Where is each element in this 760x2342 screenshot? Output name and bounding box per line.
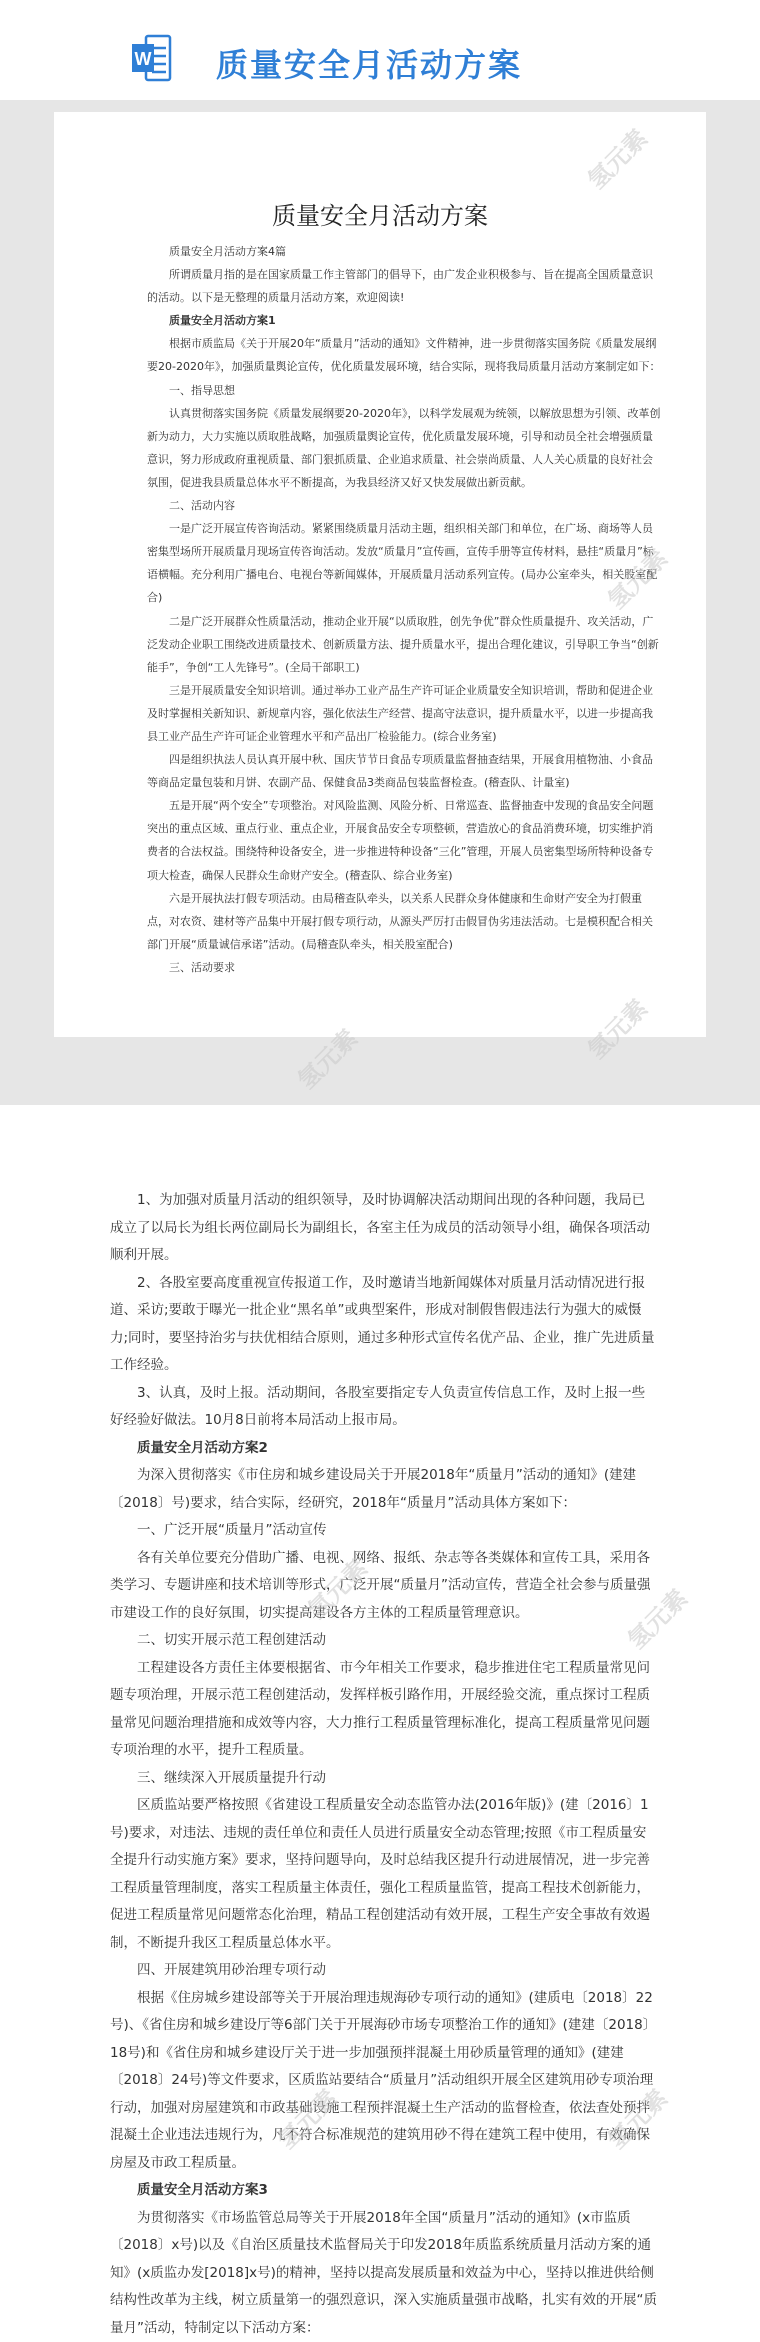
paragraph: 一、广泛开展“质量月”活动宣传 xyxy=(110,1517,658,1545)
document-page-1 xyxy=(54,112,706,1037)
paragraph: 一、指导思想 xyxy=(147,379,662,402)
watermark: 氢元素 xyxy=(298,1550,374,1626)
header-banner xyxy=(0,0,760,110)
paragraph: 2、各股室要高度重视宣传报道工作，及时邀请当地新闻媒体对质量月活动情况进行报道、采访;要敢于曝光一批企业“黑名单”或典型案件，形成对制假售假违法行为强大的威慑力;同时，要坚持治劣与扶优相结合原则，通过多种形式宣传名优产品、企业，推广先进质量工作经验。 xyxy=(110,1270,658,1380)
paragraph: 根据《住房城乡建设部等关于开展治理违规海砂专项行动的通知》(建质电〔2018〕22号)、《省住房和城乡建设厅等6部门关于开展海砂市场专项整治工作的通知》(建建〔2018〕18号)和《省住房和城乡建设厅关于进一步加强预拌混凝土用砂质量管理的通知》(建建〔2018〕24号)等文件要求，区质监站要结合“质量月”活动组织开展全区建筑用砂专项治理行动，加强对房屋建筑和市政基础设施工程预拌混凝土生产活动的监督检查，依法查处预拌混凝土企业违法违规行为，凡不符合标准规范的建筑用砂不得在建筑工程中使用，有效确保房屋及市政工程质量。 xyxy=(110,1985,658,2178)
paragraph: 为贯彻落实《市场监管总局等关于开展2018年全国“质量月”活动的通知》(x市监质〔2018〕x号)以及《自治区质量技术监督局关于印发2018年质监系统质量月活动方案的通知》(x质监办发[2018]x号)的精神，坚持以提高发展质量和效益为中心，坚持以推进供给侧结构性改革为主线，树立质量第一的强烈意识，深入实施质量强市战略，扎实有效的开展“质量月”活动，特制定以下活动方案： xyxy=(110,2205,658,2342)
paragraph: 五是开展“两个安全”专项整治。对风险监测、风险分析、日常巡查、监督抽查中发现的食品安全问题突出的重点区域、重点行业、重点企业，开展食品安全专项整顿，营造放心的食品消费环境，切实维护消费者的合法权益。围绕特种设备安全，进一步推进特种设备“三化”管理，开展人员密集型场所特种设备专项大检查，确保人民群众生命财产安全。(稽查队、综合业务室) xyxy=(147,794,662,886)
paragraph: 工程建设各方责任主体要根据省、市今年相关工作要求，稳步推进住宅工程质量常见问题专项治理，开展示范工程创建活动，发挥样板引路作用，开展经验交流，重点探讨工程质量常见问题治理措施和成效等内容，大力推行工程质量管理标准化，提高工程质量常见问题专项治理的水平，提升工程质量。 xyxy=(110,1655,658,1765)
paragraph: 三是开展质量安全知识培训。通过举办工业产品生产许可证企业质量安全知识培训，帮助和促进企业及时掌握相关新知识、新规章内容，强化依法生产经营、提高守法意识，提升质量水平，以进一步提高我县工业产品生产许可证企业管理水平和产品出厂检验能力。(综合业务室) xyxy=(147,679,662,748)
paragraph: 1、为加强对质量月活动的组织领导，及时协调解决活动期间出现的各种问题，我局已成立了以局长为组长两位副局长为副组长，各室主任为成员的活动领导小组，确保各项活动顺利开展。 xyxy=(110,1187,658,1270)
word-doc-icon xyxy=(132,34,172,82)
section-heading: 质量安全月活动方案2 xyxy=(110,1435,658,1463)
document-page-2 xyxy=(0,1105,760,2178)
banner-title: 质量安全月活动方案 xyxy=(216,40,522,86)
paragraph: 所谓质量月指的是在国家质量工作主管部门的倡导下，由广发企业积极参与、旨在提高全国质量意识的活动。以下是无整理的质量月活动方案，欢迎阅读! xyxy=(147,263,662,309)
watermark: 氢元素 xyxy=(578,120,654,196)
paragraph: 一是广泛开展宣传咨询活动。紧紧围绕质量月活动主题，组织相关部门和单位，在广场、商场等人员密集型场所开展质量月现场宣传咨询活动。发放“质量月”宣传画，宣传手册等宣传材料，悬挂“质量月”标语横幅。充分利用广播电台、电视台等新闻媒体，开展质量月活动系列宣传。(局办公室牵头，相关股室配合) xyxy=(147,517,662,609)
word-letter: W xyxy=(135,49,152,69)
watermark: 氢元素 xyxy=(598,2080,674,2156)
paragraph: 根据市质监局《关于开展20年“质量月”活动的通知》文件精神，进一步贯彻落实国务院《质量发展纲要20-2020年》，加强质量舆论宣传，优化质量发展环境，结合实际，现将我局质量月活动方案制定如下： xyxy=(147,332,662,378)
paragraph: 各有关单位要充分借助广播、电视、网络、报纸、杂志等各类媒体和宣传工具，采用各类学习、专题讲座和技术培训等形式，广泛开展“质量月”活动宣传，营造全社会参与质量强市建设工作的良好氛围，切实提高建设各方主体的工程质量管理意识。 xyxy=(110,1545,658,1628)
paragraph: 二是广泛开展群众性质量活动，推动企业开展“以质取胜，创先争优”群众性质量提升、攻关活动，广泛发动企业职工围绕改进质量技术、创新质量方法、提升质量水平，提出合理化建议，引导职工争当“创新能手”，争创“工人先锋号”。(全局干部职工) xyxy=(147,610,662,679)
paragraph: 三、活动要求 xyxy=(147,956,662,979)
section-heading: 质量安全月活动方案3 xyxy=(110,2177,658,2205)
paragraph: 三、继续深入开展质量提升行动 xyxy=(110,1765,658,1793)
paragraph: 区质监站要严格按照《省建设工程质量安全动态监管办法(2016年版)》(建〔2016〕1号)要求，对违法、违规的责任单位和责任人员进行质量安全动态管理;按照《市工程质量安全提升行动实施方案》要求，坚持问题导向，及时总结我区提升行动进展情况，进一步完善工程质量管理制度，落实工程质量主体责任，强化工程质量监管，提高工程技术创新能力，促进工程质量常见问题常态化治理，精品工程创建活动有效开展，工程生产安全事故有效遏制，不断提升我区工程质量总体水平。 xyxy=(110,1792,658,1957)
watermark: 氢元素 xyxy=(598,540,674,616)
watermark: 氢元素 xyxy=(618,1580,694,1656)
page1-body xyxy=(147,240,662,979)
page2-body xyxy=(110,1187,658,2342)
section-heading: 质量安全月活动方案1 xyxy=(147,309,662,332)
paragraph: 质量安全月活动方案4篇 xyxy=(147,240,662,263)
watermark: 氢元素 xyxy=(288,1020,364,1096)
paragraph: 六是开展执法打假专项活动。由局稽查队牵头，以关系人民群众身体健康和生命财产安全为打假重点，对农资、建材等产品集中开展打假专项行动，从源头严厉打击假冒伪劣违法活动。七是模积配合相关部门开展“质量诚信承诺”活动。(局稽查队牵头，相关股室配合) xyxy=(147,887,662,956)
watermark: 氢元素 xyxy=(578,990,654,1066)
paragraph: 二、活动内容 xyxy=(147,494,662,517)
paragraph: 四、开展建筑用砂治理专项行动 xyxy=(110,1957,658,1985)
document-title: 质量安全月活动方案 xyxy=(54,196,706,231)
paragraph: 3、认真，及时上报。活动期间，各股室要指定专人负责宣传信息工作，及时上报一些好经验好做法。10月8日前将本局活动上报市局。 xyxy=(110,1380,658,1435)
paragraph: 四是组织执法人员认真开展中秋、国庆节节日食品专项质量监督抽查结果，开展食用植物油、小食品等商品定量包装和月饼、农副产品、保健食品3类商品包装监督检查。(稽查队、计量室) xyxy=(147,748,662,794)
paragraph: 认真贯彻落实国务院《质量发展纲要20-2020年》，以科学发展观为统领，以解放思想为引领、改革创新为动力，大力实施以质取胜战略，加强质量舆论宣传，优化质量发展环境，引导和动员全社会增强质量意识，努力形成政府重视质量、部门狠抓质量、企业追求质量、社会崇尚质量、人人关心质量的良好社会氛围，促进我县质量总体水平不断提高，为我县经济又好又快发展做出新贡献。 xyxy=(147,402,662,494)
paragraph: 为深入贯彻落实《市住房和城乡建设局关于开展2018年“质量月”活动的通知》(建建〔2018〕号)要求，结合实际，经研究，2018年“质量月”活动具体方案如下： xyxy=(110,1462,658,1517)
watermark: 氢元素 xyxy=(268,2080,344,2156)
paragraph: 二、切实开展示范工程创建活动 xyxy=(110,1627,658,1655)
